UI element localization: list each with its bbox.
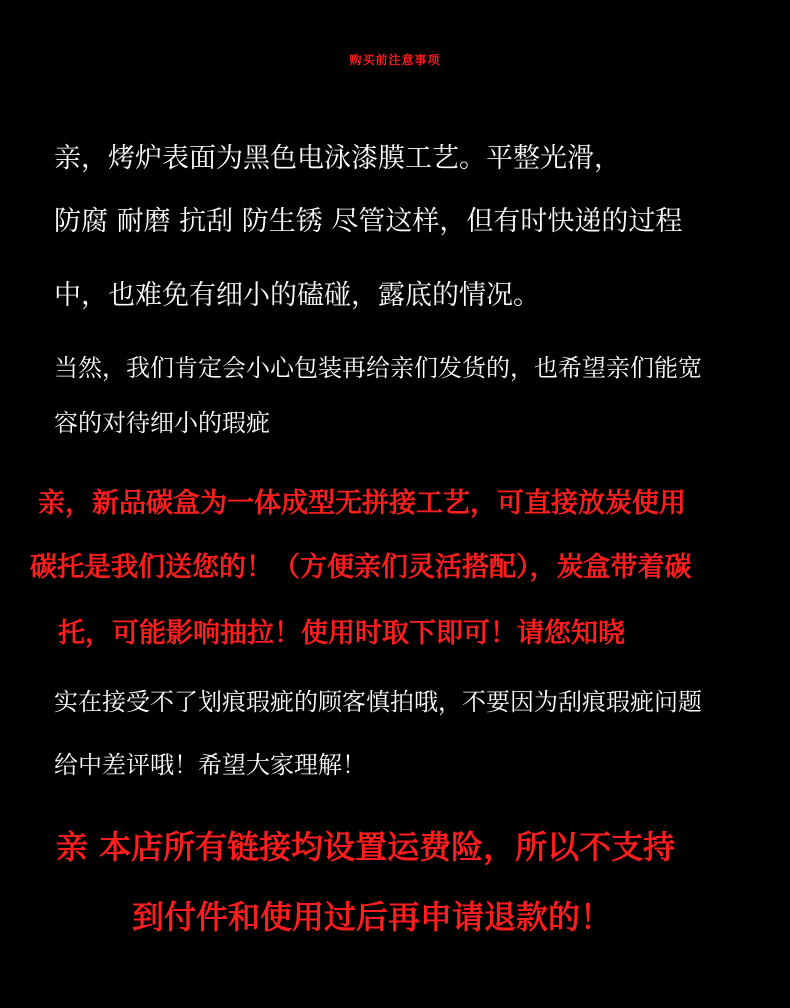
carbon-box-note-line-2: 碳托是我们送您的！（方便亲们灵活搭配），炭盒带着碳 [30,552,692,583]
notice-title: 购买前注意事项 [349,53,441,67]
carbon-box-note-line-1: 亲，新品碳盒为一体成型无拼接工艺，可直接放炭使用 [38,488,686,519]
finish-description-line-1: 亲，烤炉表面为黑色电泳漆膜工艺。平整光滑， [54,143,621,174]
shipping-insurance-line-1: 亲 本店所有链接均设置运费险，所以不支持 [56,828,676,866]
finish-description-line-3: 中，也难免有细小的磕碰，露底的情况。 [54,280,540,311]
packaging-note-line-2: 容的对待细小的瑕疵 [54,409,270,437]
scratch-warning-line-1: 实在接受不了划痕瑕疵的顾客慎拍哦，不要因为刮痕瑕疵问题 [54,688,702,716]
carbon-box-note-line-3: 托，可能影响抽拉！使用时取下即可！请您知晓 [58,618,625,649]
finish-description-line-2: 防腐 耐磨 抗刮 防生锈 尽管这样，但有时快递的过程 [54,206,683,237]
packaging-note-line-1: 当然，我们肯定会小心包装再给亲们发货的，也希望亲们能宽 [54,354,702,382]
scratch-warning-line-2: 给中差评哦！希望大家理解！ [54,751,366,779]
shipping-insurance-line-2: 到付件和使用过后再申请退款的！ [132,898,613,936]
